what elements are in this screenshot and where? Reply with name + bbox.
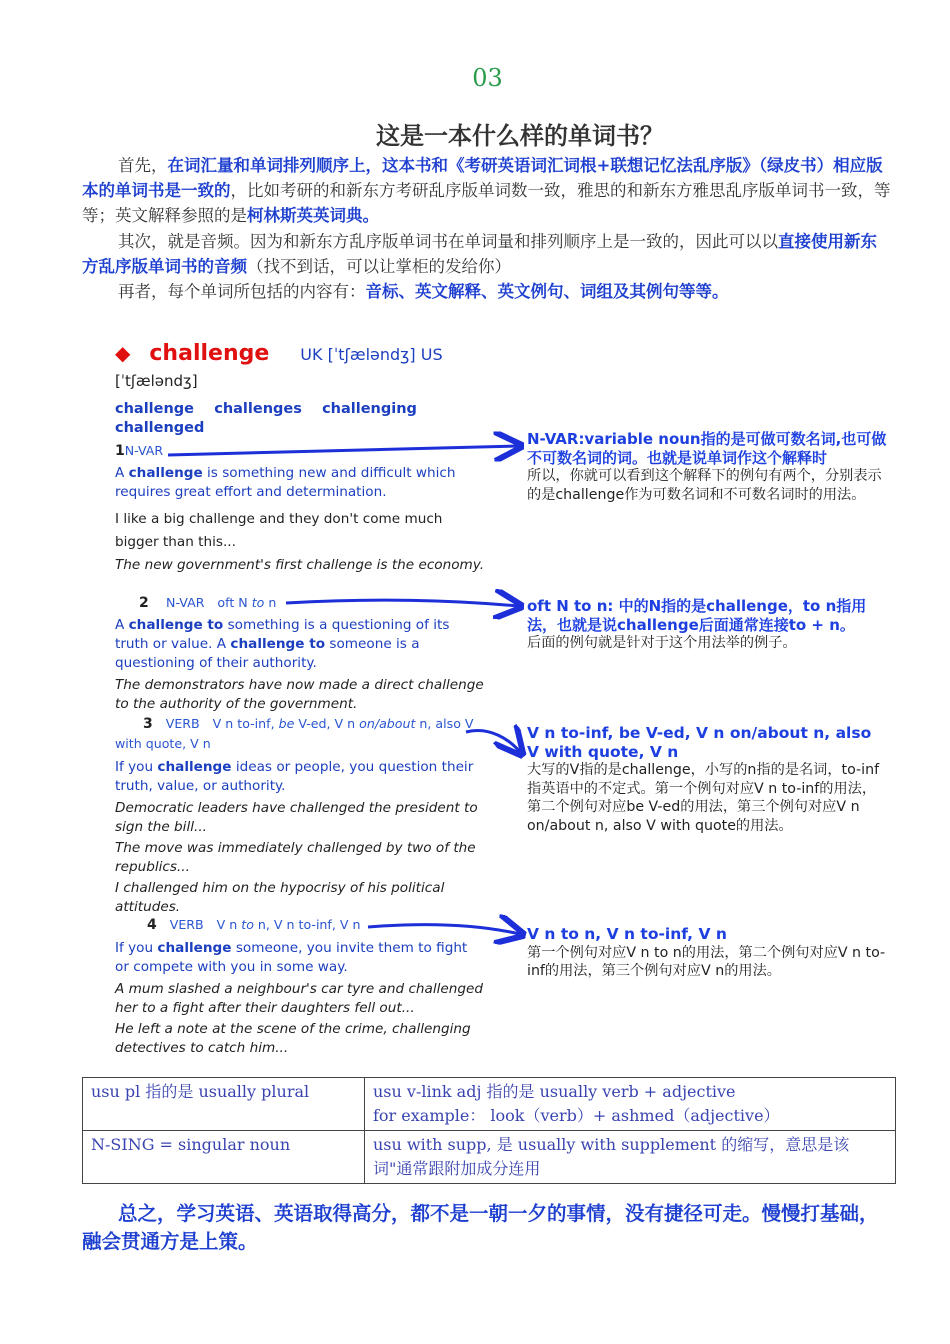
conclusion: 总之，学习英语、英语取得高分，都不是一朝一夕的事情，没有捷径可走。慢慢打基础，融会贯通方是上策。 xyxy=(82,1202,879,1253)
definition: If you challenge ideas or people, you question their truth, value, or authority. xyxy=(115,759,474,794)
table-cell: usu with supp, 是 usually with supplement 的缩写，意思是该词"通常跟附加成分连用 xyxy=(365,1131,896,1184)
arrow-4 xyxy=(368,925,520,934)
sense-2-header: 2 N-VAR oft N to n xyxy=(139,595,277,611)
note-3 xyxy=(527,724,887,835)
highlight: 直接使用新东方乱序版单词书的音频 xyxy=(82,232,877,276)
highlight: 柯林斯英英词典。 xyxy=(247,206,379,225)
example: Democratic leaders have challenged the president to sign the bill... xyxy=(115,800,478,835)
note-heading: oft N to n: 中的N指的是challenge，to n指用法，也就是说challenge后面通常连接to + n。 xyxy=(527,597,867,634)
note-body: 后面的例句就是针对于这个用法举的例子。 xyxy=(527,635,797,651)
form: challenging xyxy=(322,401,417,417)
pronunciation-us: [ˈtʃæləndʒ] xyxy=(115,372,198,390)
highlight: 音标、英文解释、英文例句、词组及其例句等等。 xyxy=(365,282,729,301)
table-cell: usu v-link adj 指的是 usually verb + adjective for example： look（verb）+ ashmed（adjective） xyxy=(365,1078,896,1131)
note-heading: V n to-inf, be V-ed, V n on/about n, also V with quote, V n xyxy=(527,724,872,761)
example: I like a big challenge and they don't come much bigger than this... xyxy=(115,511,443,550)
note-2 xyxy=(527,597,887,653)
example: The new government's first challenge is the economy. xyxy=(115,557,485,573)
note-body: 第一个例句对应V n to n的用法，第二个例句对应V n to-inf的用法，第三个例句对应V n的用法。 xyxy=(527,944,886,979)
sense-number: 1 xyxy=(115,443,125,459)
text: 再者，每个单词所包括的内容有： xyxy=(118,282,366,301)
note-1 xyxy=(527,430,887,504)
example: I challenged him on the hypocrisy of his political attitudes. xyxy=(115,880,445,915)
highlight: 在词汇量和单词排列顺序上，这本书和《考研英语词汇词根+联想记忆法乱序版》（绿皮书）相应版本的单词书是一致的 xyxy=(82,156,883,200)
example: He left a note at the scene of the crime, challenging detectives to catch him... xyxy=(115,1021,471,1056)
example: The move was immediately challenged by two of the republics... xyxy=(115,840,476,875)
arrow-1 xyxy=(168,446,518,455)
note-heading: V n to n, V n to-inf, V n xyxy=(527,925,727,943)
example: A mum slashed a neighbour's car tyre and challenged her to a fight after their daughters fell out... xyxy=(115,981,484,1016)
example: The demonstrators have now made a direct challenge to the authority of the government. xyxy=(115,677,484,712)
text: （找不到话，可以让掌柜的发给你） xyxy=(247,257,511,276)
definition: A challenge is something new and difficult which requires great effort and determination. xyxy=(115,465,456,500)
sense-4-header: 4 VERB V n to n, V n to-inf, V n xyxy=(147,917,361,933)
form: challenged xyxy=(115,420,205,436)
note-body: 所以，你就可以看到这个解释下的例句有两个，分别表示的是challenge作为可数名词和不可数名词时的用法。 xyxy=(527,468,882,503)
page-number: 03 xyxy=(472,64,503,92)
note-body: 大写的V指的是challenge，小写的n指的是名词，to-inf 指英语中的不定式。第一个例句对应V n to-inf的用法，第二个例句对应be V-ed的用法，第三个例句对应V n on/about n, also V with quote的用法。 xyxy=(527,762,880,834)
form: challenges xyxy=(214,401,302,417)
table-row xyxy=(83,1078,896,1131)
table-cell: usu pl 指的是 usually plural xyxy=(83,1078,365,1131)
pronunciation-uk: UK [ˈtʃæləndʒ] US xyxy=(300,345,443,364)
text: ，比如考研的和新东方考研乱序版单词数一致，雅思的和新东方雅思乱序版单词书一致，等等；英文解释参照的是 xyxy=(82,181,891,225)
form: challenge xyxy=(115,401,195,417)
abbreviation-table xyxy=(82,1077,896,1184)
text: 其次，就是音频。因为和新东方乱序版单词书在单词量和排列顺序上是一致的，因此可以以 xyxy=(118,232,778,251)
table-row xyxy=(83,1131,896,1184)
definition: A challenge to something is a questioning of its truth or value. A challenge to someone is a questioning of their authority. xyxy=(115,617,450,671)
definition: If you challenge someone, you invite them to fight or compete with you in some way. xyxy=(115,940,468,975)
page-title: 这是一本什么样的单词书？ xyxy=(376,121,664,150)
arrow-3 xyxy=(466,731,520,752)
note-heading: N-VAR:variable noun指的是可做可数名词,也可做不可数名词的词。也就是说单词作这个解释时 xyxy=(527,430,887,467)
diamond-icon: ◆ xyxy=(115,341,131,365)
sense-3-header: 3 VERB V n to-inf, be V-ed, V n on/about n, also V with quote, V n xyxy=(115,716,474,751)
arrow-2 xyxy=(286,600,518,606)
text: 首先， xyxy=(118,156,168,175)
table-cell: N-SING = singular noun xyxy=(83,1131,365,1184)
headword: challenge xyxy=(149,341,270,366)
grammar-code: N-VAR xyxy=(124,443,164,458)
note-4 xyxy=(527,925,887,981)
